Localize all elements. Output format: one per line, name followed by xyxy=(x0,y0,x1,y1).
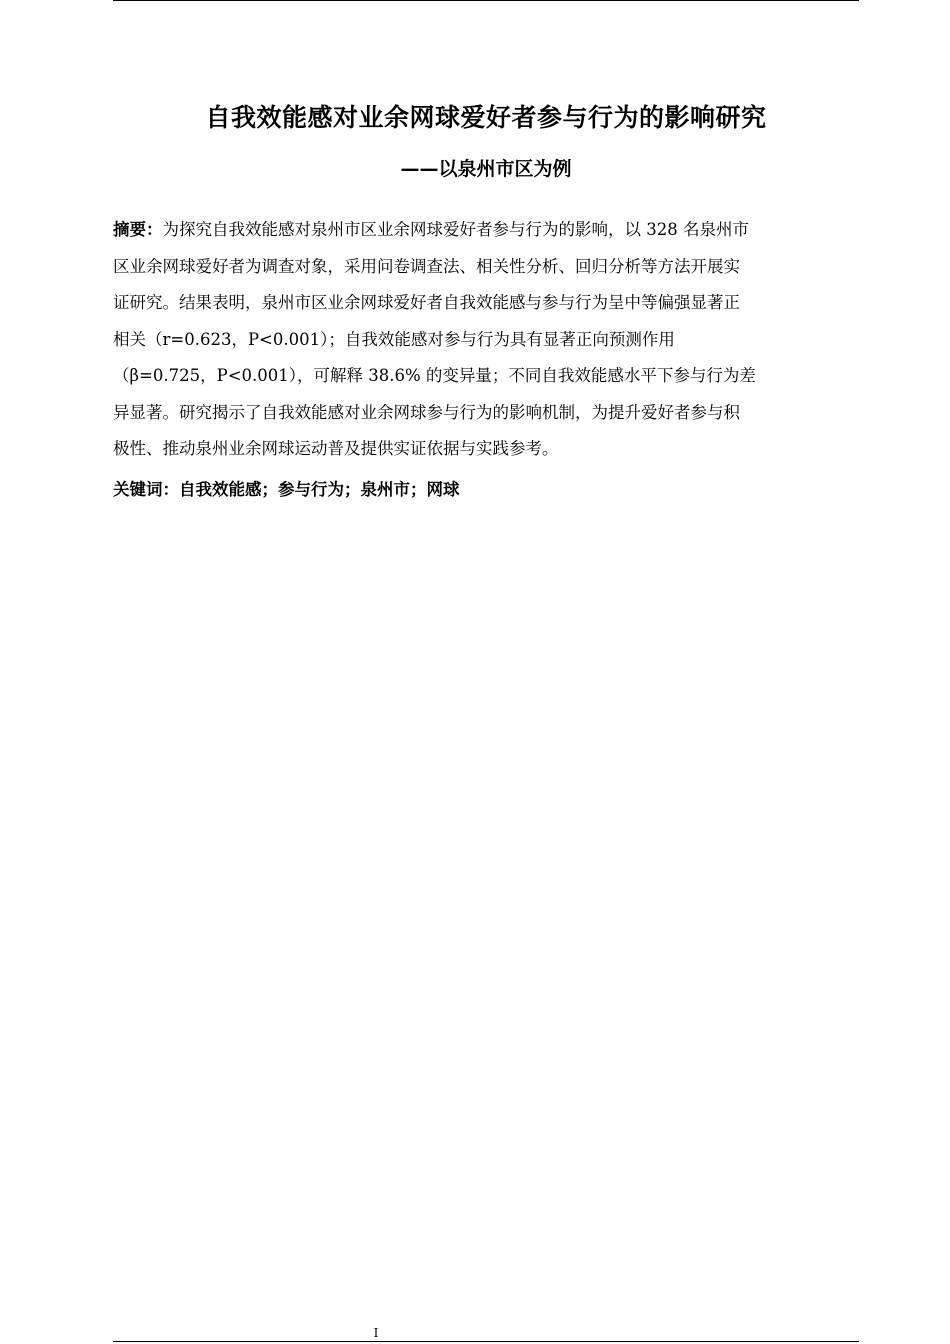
abstract-line: 极性、推动泉州业余网球运动普及提供实证依据与实践参考。 xyxy=(113,439,559,458)
abstract-label: 摘要： xyxy=(113,220,163,239)
page-number: I xyxy=(373,1326,379,1340)
abstract-line xyxy=(113,212,859,249)
abstract-text: 为探究自我效能感对泉州市区业余网球爱好者参与行为的影响，以 328 名泉州市 xyxy=(162,220,749,239)
abstract-line: 证研究。结果表明，泉州市区业余网球爱好者自我效能感与参与行为呈中等偏强显著正 xyxy=(113,293,740,312)
paper-subtitle: ——以泉州市区为例 xyxy=(400,158,572,180)
abstract xyxy=(113,212,859,468)
footer-rule xyxy=(113,1341,859,1342)
header-rule xyxy=(113,0,859,1)
paper-title: 自我效能感对业余网球爱好者参与行为的影响研究 xyxy=(205,103,767,132)
abstract-line: 区业余网球爱好者为调查对象，采用问卷调查法、相关性分析、回归分析等方法开展实 xyxy=(113,256,740,276)
abstract-line: （β=0.725，P<0.001），可解释 38.6% 的变异量；不同自我效能感水平下参与行为差 xyxy=(113,366,756,385)
abstract-line: 相关（r=0.623，P<0.001）；自我效能感对参与行为具有显著正向预测作用 xyxy=(113,329,675,349)
keywords: 关键词：自我效能感；参与行为；泉州市；网球 xyxy=(113,480,460,499)
abstract-line: 异显著。研究揭示了自我效能感对业余网球参与行为的影响机制，为提升爱好者参与积 xyxy=(113,402,740,422)
